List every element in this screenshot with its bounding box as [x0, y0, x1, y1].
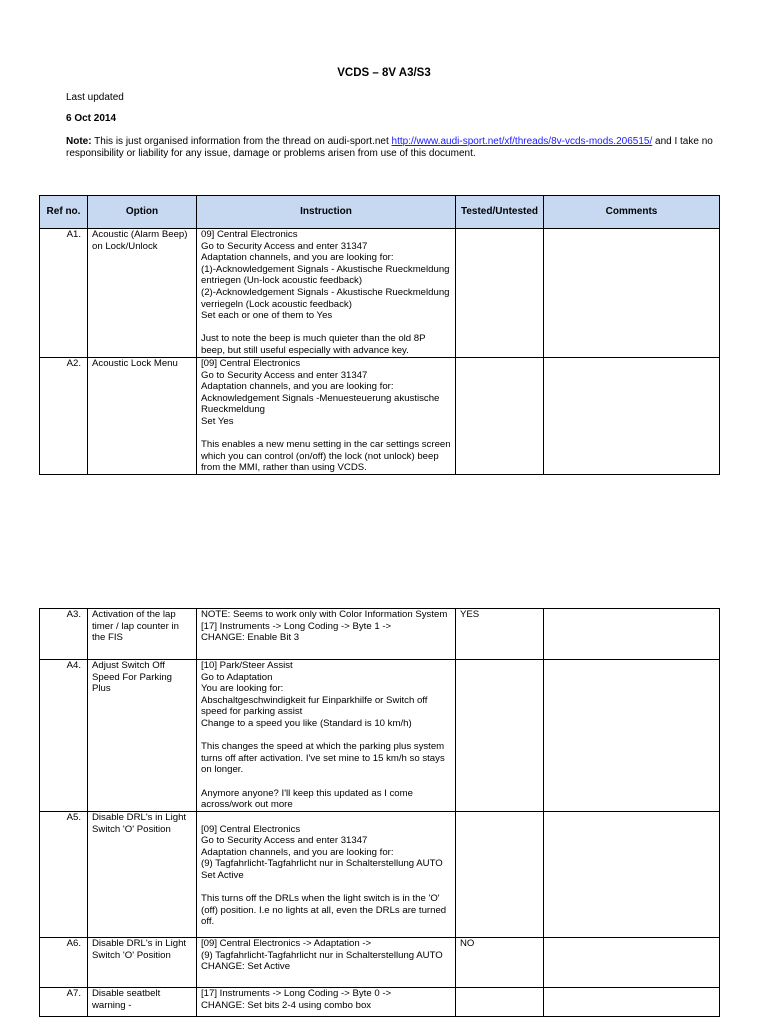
ref-cell: A6. [40, 938, 88, 988]
comments-cell [544, 660, 720, 812]
comments-cell [544, 812, 720, 938]
option-cell: Disable DRL's in Light Switch 'O' Position [88, 938, 197, 988]
option-cell: Activation of the lap timer / lap counter in the FIS [88, 609, 197, 660]
ref-cell: A1. [40, 229, 88, 358]
last-updated-label: Last updated [66, 92, 124, 103]
header-comments: Comments [544, 196, 720, 229]
option-cell: Disable seatbelt warning - [88, 988, 197, 1017]
ref-cell: A2. [40, 358, 88, 475]
disclaimer-note [66, 136, 716, 160]
header-instruction: Instruction [197, 196, 456, 229]
tested-cell [456, 988, 544, 1017]
comments-cell [544, 988, 720, 1017]
table-row [40, 660, 720, 812]
note-label: Note: [66, 136, 92, 147]
table-row [40, 229, 720, 358]
ref-cell: A4. [40, 660, 88, 812]
ref-cell: A5. [40, 812, 88, 938]
option-cell: Adjust Switch Off Speed For Parking Plus [88, 660, 197, 812]
comments-cell [544, 358, 720, 475]
instruction-cell: [09] Central Electronics Go to Security Access and enter 31347 Adaptation channels, and you are looking for: Acknowledgement Signals -Menuesteuerung akustische Rueckmeldung Set Yes This enables a new menu setting in the car settings screen which you can control (on/off) the lock (not unlock) beep from the MMI, rather than using VCDS. [197, 358, 456, 475]
note-text-start: This is just organised information from the thread on audi-sport.net [91, 136, 392, 147]
document-title: VCDS – 8V A3/S3 [337, 67, 431, 79]
tested-cell: NO [456, 938, 544, 988]
header-tested-untested: Tested/Untested [456, 196, 544, 229]
table-row [40, 609, 720, 660]
table-row [40, 938, 720, 988]
instruction-cell: 09] Central Electronics Go to Security Access and enter 31347 Adaptation channels, and you are looking for: (1)-Acknowledgement Signals - Akustische Rueckmeldung entriegen (Un-lock acoustic feedback) (2)-Acknowledgement Signals - Akustische Rueckmeldung verriegeln (Lock acoustic feedback) Set each or one of them to Yes Just to note the beep is much quieter than the old 8P beep, but still useful especially with advance key. [197, 229, 456, 358]
comments-cell [544, 938, 720, 988]
last-updated-date: 6 Oct 2014 [66, 113, 117, 124]
ref-cell: A3. [40, 609, 88, 660]
option-cell: Disable DRL's in Light Switch 'O' Position [88, 812, 197, 938]
table-row [40, 358, 720, 475]
comments-cell [544, 609, 720, 660]
tested-cell [456, 812, 544, 938]
options-table-page-1 [39, 195, 720, 475]
header-ref-no: Ref no. [40, 196, 88, 229]
options-table-page-2 [39, 608, 720, 1017]
tested-cell [456, 358, 544, 475]
instruction-cell: NOTE: Seems to work only with Color Information System [17] Instruments -> Long Coding -> Byte 1 -> CHANGE: Enable Bit 3 [197, 609, 456, 660]
instruction-cell: [09] Central Electronics Go to Security Access and enter 31347 Adaptation channels, and you are looking for: (9) Tagfahrlicht-Tagfahrlicht nur in Schalterstellung AUTO Set Active This turns off the DRLs when the light switch is in the 'O' (off) position. I.e no lights at all, even the DRLs are turned off. [197, 812, 456, 938]
option-cell: Acoustic (Alarm Beep) on Lock/Unlock [88, 229, 197, 358]
note-text-end: and I take no responsibility or liability for any issue, damage or problems arisen from use of this document. [66, 136, 713, 159]
comments-cell [544, 229, 720, 358]
table-header-row [40, 196, 720, 229]
instruction-cell: [17] Instruments -> Long Coding -> Byte 0 -> CHANGE: Set bits 2-4 using combo box [197, 988, 456, 1017]
thread-link[interactable]: http://www.audi-sport.net/xf/threads/8v-vcds-mods.206515/ [391, 136, 653, 147]
header-option: Option [88, 196, 197, 229]
instruction-cell: [10] Park/Steer Assist Go to Adaptation You are looking for: Abschaltgeschwindigkeit fur Einparkhilfe or Switch off speed for parking assist Change to a speed you like (Standard is 10 km/h) This changes the speed at which the parking plus system turns off after activation. I've set mine to 15 km/h so stays on longer. Anymore anyone? I'll keep this updated as I come across/work out more [197, 660, 456, 812]
table-row [40, 812, 720, 938]
tested-cell: YES [456, 609, 544, 660]
instruction-cell: [09] Central Electronics -> Adaptation -> (9) Tagfahrlicht-Tagfahrlicht nur in Schalterstellung AUTO CHANGE: Set Active [197, 938, 456, 988]
tested-cell [456, 229, 544, 358]
option-cell: Acoustic Lock Menu [88, 358, 197, 475]
ref-cell: A7. [40, 988, 88, 1017]
tested-cell [456, 660, 544, 812]
table-row [40, 988, 720, 1017]
